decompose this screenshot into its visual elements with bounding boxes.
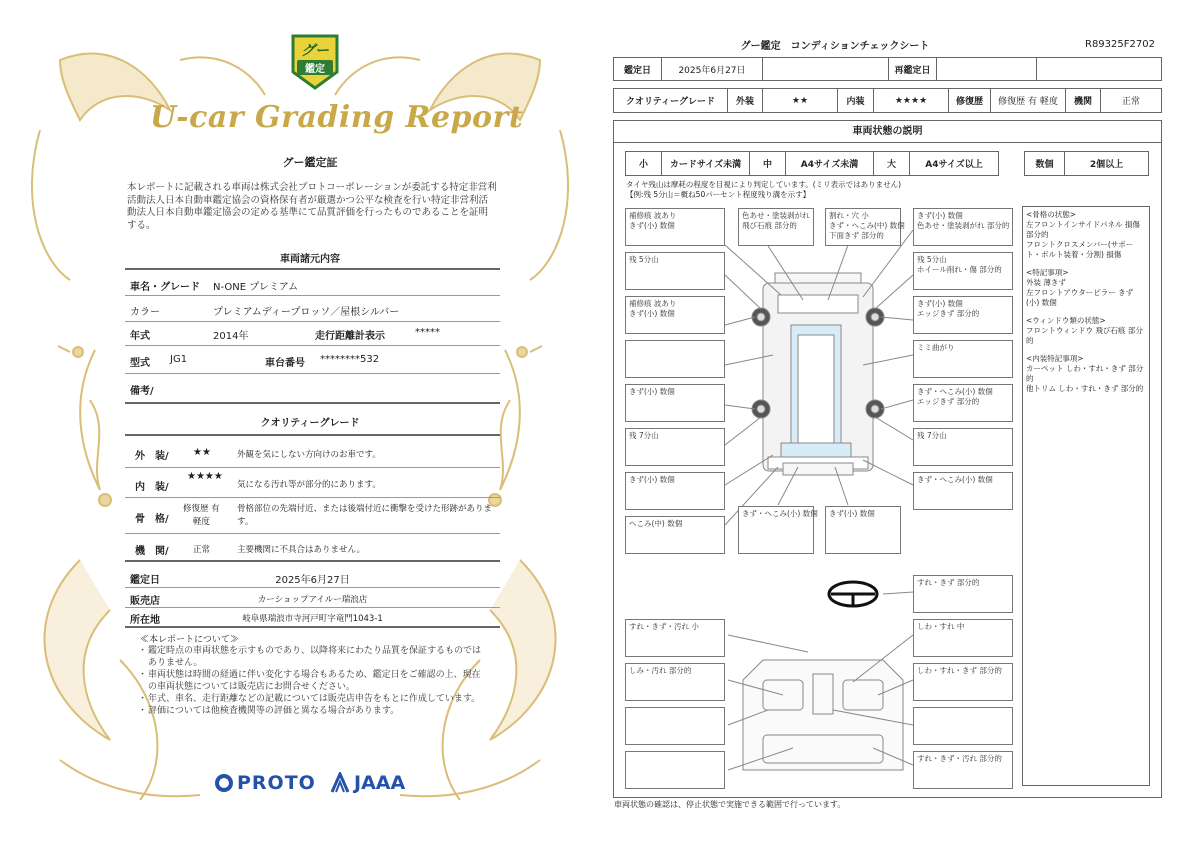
redate-label: 再鑑定日	[889, 58, 937, 80]
spec-divider	[125, 268, 500, 270]
note-line: 左フロントアウターピラー きず(小) 数個	[1026, 288, 1134, 307]
int-box-front-right: しわ・すれ 中	[913, 619, 1013, 657]
note-label: 備考/	[130, 386, 154, 397]
note-line: <骨格の状態>	[1026, 210, 1077, 219]
info-row-address	[125, 608, 500, 628]
int-label: 内装	[838, 89, 874, 112]
sheet-title: グー鑑定 コンディションチェックシート	[740, 41, 930, 52]
rep-label: 修復歴	[949, 89, 991, 112]
note-line: 外装 薄きず	[1026, 278, 1066, 287]
grade-row	[613, 88, 1162, 113]
eng-label: 機関	[1066, 89, 1101, 112]
qg-label: クオリティーグレード	[614, 89, 728, 112]
ext-box-front-left: 補修痕 波あり きず(小) 数個	[625, 208, 725, 246]
quality-row-exterior	[125, 438, 500, 468]
mileage-label: 走行距離計表示	[315, 331, 385, 342]
int-value: ★★★★	[874, 89, 949, 112]
name-value: N-ONE プレミアム	[213, 282, 299, 293]
shop-value: カーショップアイルー瑞浪店	[257, 595, 368, 605]
spec-row-note	[125, 374, 500, 404]
certificate-intro: 本レポートに記載される車両は株式会社プロトコーポレーションが委託する特定非営利活動法人日本自動車鑑定協会の資格保有者が厳選かつ公平な検査を行い特定非営利活動法人日本自動車鑑定協会の定める基準にて品質評価を行ったものであることを証明する。	[127, 182, 497, 231]
proto-mark-icon	[215, 774, 233, 792]
quality-label: 外 装/	[135, 451, 169, 462]
int-box-steering: すれ・きず 部分的	[913, 575, 1013, 613]
quality-grade: ★★	[193, 447, 211, 458]
size-large-label: 大	[874, 152, 910, 175]
note-line: <ウィンドウ類の状態>	[1026, 316, 1106, 325]
tire-example: 【例:残 5分山＝概ね50パーセント程度残り溝を示す】	[626, 190, 811, 199]
color-label: カラー	[130, 307, 160, 318]
logo-top-text: グー	[301, 43, 329, 59]
size-large-desc: A4サイズ以上	[925, 160, 983, 170]
ext-box-tailgate: きず(小) 数個	[825, 506, 901, 554]
count-legend	[1024, 151, 1149, 176]
jaaa-mark-icon	[330, 772, 350, 794]
note-line: フロントクロスメンバー(サポート・ボルト装着・分割) 損傷	[1026, 240, 1134, 259]
date-value: 2025年6月27日	[275, 575, 350, 586]
note-line: 左フロントインサイドパネル 損傷 部分的	[1026, 220, 1140, 239]
year-value: 2014年	[213, 331, 249, 342]
sheet-footer: 車両状態の確認は、停止状態で実施できる範囲で行っています。	[614, 800, 846, 809]
chassis-label: 車台番号	[265, 358, 305, 369]
ext-value: ★★	[763, 89, 838, 112]
size-small-label: 小	[626, 152, 662, 175]
info-row-shop	[125, 588, 500, 608]
spec-row-model	[125, 346, 500, 374]
note-line: <内装特記事項>	[1026, 354, 1084, 363]
int-box-right-mid	[913, 707, 1013, 745]
redate-value	[937, 58, 1037, 80]
ext-box-right-rear-door: きず・へこみ(小) 数個 エッジきず 部分的	[913, 384, 1013, 422]
chassis-value: ********532	[320, 354, 380, 365]
model-label: 型式	[130, 358, 150, 369]
address-value: 岐阜県瑞浪市寺河戸町字竜門1043-1	[242, 614, 383, 624]
date-row	[613, 57, 1162, 81]
int-box-front-left: すれ・きず・汚れ 小	[625, 619, 725, 657]
rep-value: 修復歴 有 軽度	[991, 89, 1066, 112]
jaaa-logo: JAAA	[330, 772, 405, 794]
ext-box-hood: 色あせ・塗装剥がれ 飛び石痕 部分的	[738, 208, 814, 246]
spec-row-name	[125, 272, 500, 296]
ext-label: 外装	[728, 89, 763, 112]
note-item: ・ 鑑定時点の車両状態を示すものであり、以降将来にわたり品質を保証するものではありません。	[138, 646, 482, 668]
date-value: 2025年6月27日	[662, 58, 763, 80]
ext-box-left-front-door: 補修痕 波あり きず(小) 数個	[625, 296, 725, 334]
ext-box-roof: ミミ曲がり	[913, 340, 1013, 378]
quality-row-engine	[125, 534, 500, 562]
size-legend	[625, 151, 999, 176]
int-box-rear-right: すれ・きず・汚れ 部分的	[913, 751, 1013, 789]
ext-box-right-front-door: きず(小) 数個 エッジきず 部分的	[913, 296, 1013, 334]
quality-desc: 気になる汚れ等が部分的にあります。	[237, 480, 381, 490]
int-box-left-mid	[625, 707, 725, 745]
note-line: <特記事項>	[1026, 268, 1069, 277]
quality-label: 機 関/	[135, 546, 169, 557]
logo-bottom-text: 鑑定	[297, 60, 333, 75]
ext-box-front-bumper: 割れ・穴 小 きず・へこみ(中) 数個 下面きず 部分的	[825, 208, 901, 246]
ext-box-tire-fr: 残 5分山 ホイール削れ・傷 部分的	[913, 252, 1013, 290]
note-item: ・ 車両状態は時間の経過に伴い変化する場合もあるため、鑑定日をご確認の上、現在の車両状態については販売店にお問合せください。	[138, 670, 481, 692]
count-value: 2個以上	[1089, 160, 1124, 170]
quality-label: 骨 格/	[135, 514, 169, 525]
note-line: フロントウィンドウ 飛び石痕 部分的	[1026, 326, 1143, 345]
quality-row-frame	[125, 498, 500, 534]
quality-grade: 正常	[193, 545, 211, 555]
proto-logo: PROTO	[215, 772, 316, 794]
quality-divider	[125, 434, 500, 436]
model-value: JG1	[170, 354, 188, 365]
note-line: カーペット しわ・すれ・きず 部分的	[1026, 364, 1144, 383]
ext-box-tire-fl: 残 5分山	[625, 252, 725, 290]
int-box-left-seat: しみ・汚れ 部分的	[625, 663, 725, 701]
quality-desc: 骨格部位の先端付近、または後端付近に衝撃を受けた形跡があります。	[237, 504, 493, 527]
spec-heading: 車両諸元内容	[280, 254, 340, 265]
ext-box-rear-bumper: きず・へこみ(小) 数個	[738, 506, 814, 554]
size-medium-desc: A4サイズ未満	[786, 152, 874, 175]
mileage-value: *****	[415, 327, 440, 338]
certificate-title: U-car Grading Report	[150, 100, 524, 135]
info-row-date	[125, 566, 500, 588]
note-item: ・ 年式、車名、走行距離などの記載については販売店申告をもとに作成しています。	[138, 694, 481, 704]
size-small-desc: カードサイズ未満	[662, 152, 750, 175]
ext-box-left-side	[625, 340, 725, 378]
ext-box-front-right: きず(小) 数個 色あせ・塗装剥がれ 部分的	[913, 208, 1013, 246]
ext-box-left-rear-door: きず(小) 数個	[625, 384, 725, 422]
sheet-id: R89325F2702	[1085, 39, 1155, 50]
section-title: 車両状態の説明	[614, 121, 1161, 143]
date-label: 鑑定日	[614, 58, 662, 80]
quality-heading: クオリティーグレード	[260, 418, 360, 429]
notes-heading: ≪本レポートについて≫	[140, 635, 239, 645]
ext-box-rear-right: きず・へこみ(小) 数個	[913, 472, 1013, 510]
year-label: 年式	[130, 331, 150, 342]
ext-box-tire-rl: 残 7分山	[625, 428, 725, 466]
int-box-right-seat: しわ・すれ・きず 部分的	[913, 663, 1013, 701]
quality-grade: ★★★★	[187, 471, 223, 482]
quality-row-interior	[125, 468, 500, 498]
ext-box-rear-left: きず(小) 数個	[625, 472, 725, 510]
shop-label: 販売店	[130, 596, 160, 607]
note-line: 他トリム しわ・すれ・きず 部分的	[1026, 384, 1144, 393]
date-blank	[763, 58, 889, 80]
eng-value: 正常	[1121, 97, 1140, 107]
goo-kantei-logo	[285, 30, 345, 92]
color-value: プレミアムディープロッソ／屋根シルバー	[213, 307, 400, 318]
date-label: 鑑定日	[130, 575, 160, 586]
name-label: 車名・グレード	[130, 282, 200, 293]
quality-desc: 外観を気にしない方向けのお車です。	[237, 450, 381, 460]
ext-box-rear-corner: へこみ(中) 数個	[625, 516, 725, 554]
spec-row-color	[125, 296, 500, 322]
size-medium-label: 中	[750, 152, 786, 175]
certificate-subtitle: グー鑑定証	[282, 156, 338, 169]
count-label: 数個	[1025, 152, 1065, 175]
notes-list	[138, 645, 488, 717]
note-item: ・ 評価については他検査機関等の評価と異なる場合があります。	[138, 706, 400, 716]
quality-grade: 修復歴 有 軽度	[183, 504, 220, 527]
side-notes	[1022, 206, 1150, 786]
ext-box-tire-rr: 残 7分山	[913, 428, 1013, 466]
quality-desc: 主要機関に不具合はありません。	[237, 545, 366, 555]
quality-label: 内 装/	[135, 482, 169, 493]
int-box-rear-left	[625, 751, 725, 789]
spec-row-year	[125, 322, 500, 346]
address-label: 所在地	[130, 615, 160, 626]
tire-note: タイヤ残山は摩耗の程度を目視により判定しています。(ミリ表示ではありません)	[626, 180, 902, 189]
